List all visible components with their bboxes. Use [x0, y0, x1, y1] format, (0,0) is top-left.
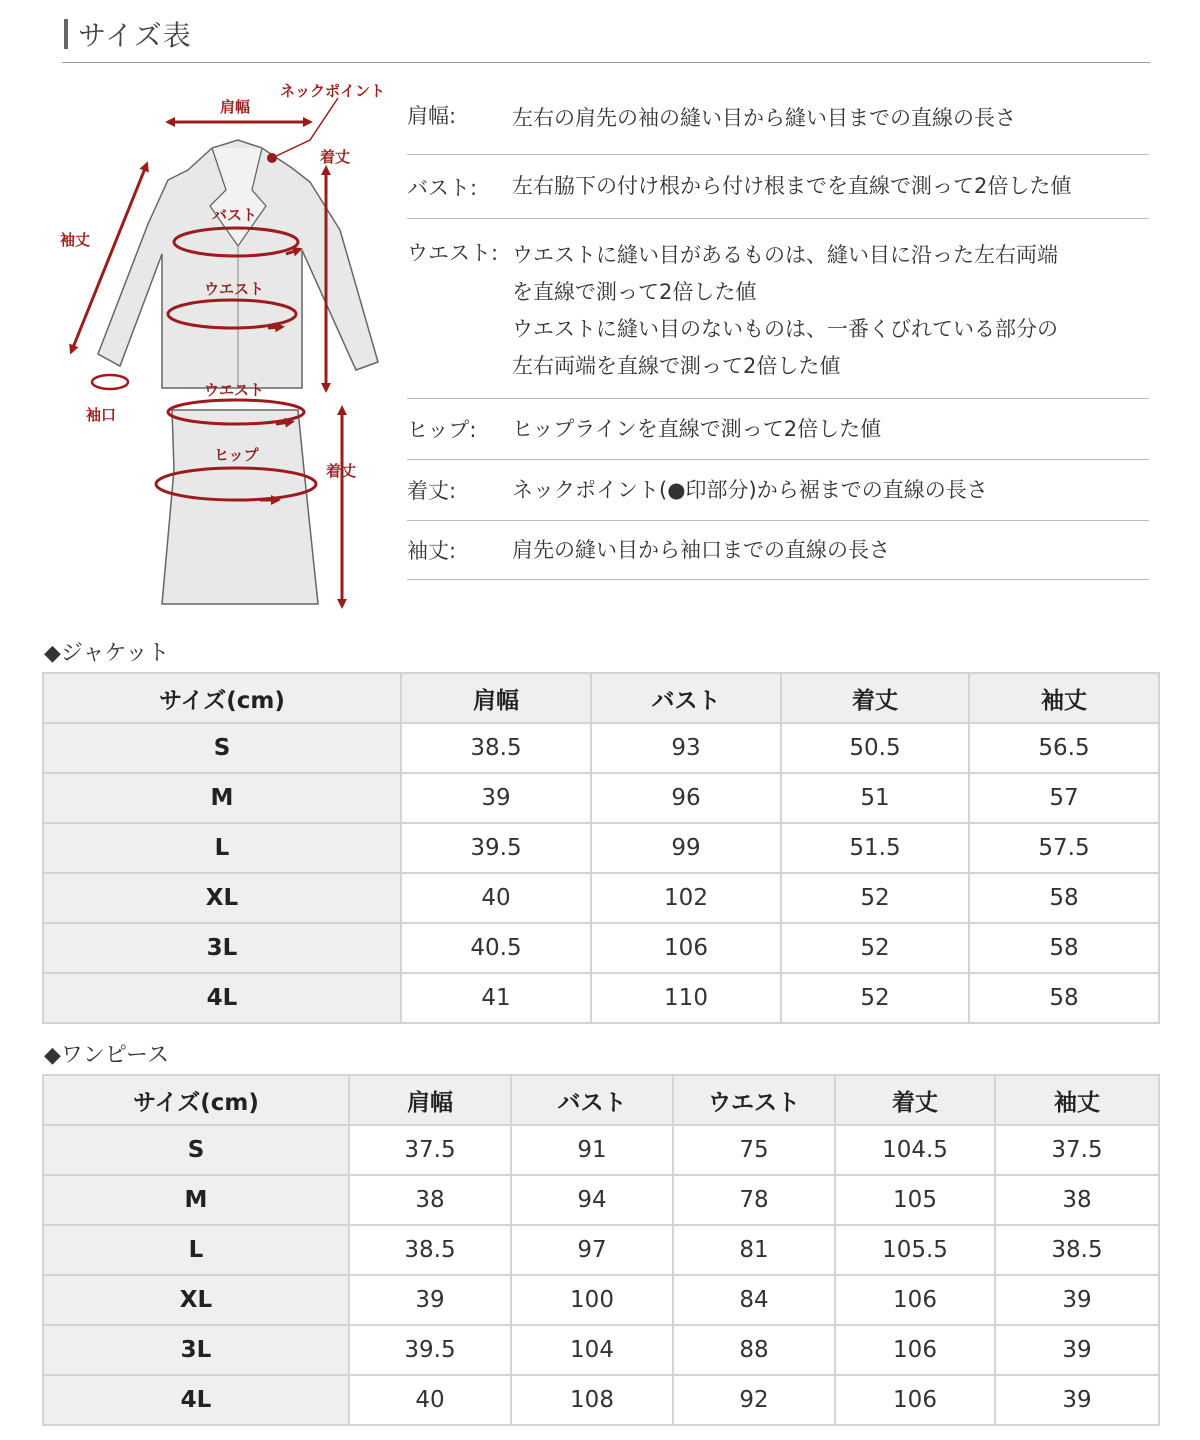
table-header-row	[43, 1075, 1159, 1125]
measurement-cell: 50.5	[781, 723, 969, 773]
skirt-outline	[162, 410, 318, 604]
measurement-cell: 84	[673, 1275, 835, 1325]
size-cell: L	[43, 1225, 349, 1275]
table-header-row	[43, 673, 1159, 723]
measurement-cell: 37.5	[349, 1125, 511, 1175]
label-bust: バスト	[212, 206, 258, 224]
measurement-cell: 39	[995, 1275, 1159, 1325]
table-row	[43, 923, 1159, 973]
measurement-cell: 75	[673, 1125, 835, 1175]
measurement-cell: 88	[673, 1325, 835, 1375]
measurement-cell: 102	[591, 873, 781, 923]
measurement-cell: 58	[969, 873, 1159, 923]
table-row	[43, 1125, 1159, 1175]
table-row	[43, 873, 1159, 923]
measurement-cell: 104.5	[835, 1125, 995, 1175]
label-sleeve: 袖丈	[60, 231, 91, 249]
definition-shoulder	[407, 100, 1149, 155]
measurement-cell: 51.5	[781, 823, 969, 873]
definition-text: ヒップラインを直線で測って2倍した値	[512, 416, 882, 441]
definition-term: 着丈:	[407, 479, 457, 503]
measurement-cell: 92	[673, 1375, 835, 1425]
measurement-cell: 106	[835, 1325, 995, 1375]
measurement-cell: 40	[401, 873, 591, 923]
definition-text: 左右の肩先の袖の縫い目から縫い目までの直線の長さ	[512, 106, 1016, 130]
column-header: 肩幅	[401, 673, 591, 723]
size-cell: 3L	[43, 1325, 349, 1375]
size-cell: S	[43, 1125, 349, 1175]
column-header: 袖丈	[969, 673, 1159, 723]
table-row	[43, 1325, 1159, 1375]
measurement-cell: 39	[401, 773, 591, 823]
size-cell: 4L	[43, 1375, 349, 1425]
measurement-cell: 52	[781, 973, 969, 1023]
size-cell: XL	[43, 1275, 349, 1325]
measurement-cell: 91	[511, 1125, 673, 1175]
table-row	[43, 1225, 1159, 1275]
column-header: 袖丈	[995, 1075, 1159, 1125]
label-shoulder: 肩幅	[220, 98, 251, 116]
definition-term: ヒップ:	[407, 418, 477, 442]
column-header: サイズ(cm)	[43, 673, 401, 723]
size-cell: M	[43, 1175, 349, 1225]
size-cell: M	[43, 773, 401, 823]
onepiece-section-title: ◆ワンピース	[44, 1043, 169, 1068]
measurement-cell: 37.5	[995, 1125, 1159, 1175]
measurement-cell: 38.5	[349, 1225, 511, 1275]
measurement-cell: 51	[781, 773, 969, 823]
column-header: バスト	[591, 673, 781, 723]
definition-term: ウエスト:	[407, 241, 499, 265]
measurement-cell: 39.5	[349, 1325, 511, 1375]
measurement-cell: 39	[995, 1375, 1159, 1425]
column-header: サイズ(cm)	[43, 1075, 349, 1125]
column-header: バスト	[511, 1075, 673, 1125]
label-cuff: 袖口	[86, 406, 117, 424]
measurement-cell: 105	[835, 1175, 995, 1225]
measurement-cell: 106	[835, 1275, 995, 1325]
measurement-cell: 106	[591, 923, 781, 973]
measurement-cell: 106	[835, 1375, 995, 1425]
label-length: 着丈	[320, 148, 351, 166]
measurement-diagram	[40, 70, 400, 615]
column-header: ウエスト	[673, 1075, 835, 1125]
measurement-cell: 39	[349, 1275, 511, 1325]
table-row	[43, 1375, 1159, 1425]
label-neck-point: ネックポイント	[280, 82, 386, 100]
definition-text: 左右両端を直線で測って2倍した値	[512, 354, 841, 378]
measurement-cell: 40.5	[401, 923, 591, 973]
measurement-cell: 104	[511, 1325, 673, 1375]
size-cell: S	[43, 723, 401, 773]
column-header: 着丈	[781, 673, 969, 723]
jacket-size-table	[42, 672, 1160, 1024]
measurement-cell: 105.5	[835, 1225, 995, 1275]
column-header: 着丈	[835, 1075, 995, 1125]
measurement-cell: 93	[591, 723, 781, 773]
definition-text: ウエストに縫い目のないものは、一番くびれている部分の	[512, 317, 1058, 341]
size-cell: L	[43, 823, 401, 873]
definition-term: 肩幅:	[407, 104, 457, 128]
measurement-cell: 97	[511, 1225, 673, 1275]
measurement-cell: 81	[673, 1225, 835, 1275]
table-row	[43, 1275, 1159, 1325]
size-cell: XL	[43, 873, 401, 923]
measurement-cell: 58	[969, 923, 1159, 973]
measurement-cell: 38.5	[995, 1225, 1159, 1275]
measurement-cell: 96	[591, 773, 781, 823]
definition-term: バスト:	[407, 175, 478, 200]
title-divider	[62, 62, 1150, 63]
table-row	[43, 723, 1159, 773]
measurement-cell: 38.5	[401, 723, 591, 773]
definition-term: 袖丈:	[407, 539, 457, 563]
measurement-cell: 94	[511, 1175, 673, 1225]
definition-bust	[407, 155, 1149, 219]
label-waist: ウエスト	[204, 280, 265, 298]
definition-text: ネックポイント(●印部分)から裾までの直線の長さ	[512, 477, 988, 502]
jacket-section-title: ◆ジャケット	[44, 641, 170, 666]
table-row	[43, 823, 1159, 873]
definition-text: 左右脇下の付け根から付け根までを直線で測って2倍した値	[512, 174, 1072, 198]
measurement-cell: 41	[401, 973, 591, 1023]
page-title: サイズ表	[78, 19, 192, 52]
size-cell: 4L	[43, 973, 401, 1023]
column-header: 肩幅	[349, 1075, 511, 1125]
definition-text: 肩先の縫い目から袖口までの直線の長さ	[512, 537, 890, 562]
measurement-cell: 38	[349, 1175, 511, 1225]
measurement-cell: 56.5	[969, 723, 1159, 773]
onepiece-size-table	[42, 1074, 1160, 1426]
measurement-cell: 39.5	[401, 823, 591, 873]
measurement-cell: 38	[995, 1175, 1159, 1225]
measurement-cell: 110	[591, 973, 781, 1023]
size-cell: 3L	[43, 923, 401, 973]
definition-hip	[407, 399, 1149, 460]
page-header	[64, 14, 192, 54]
measurement-cell: 99	[591, 823, 781, 873]
measurement-cell: 39	[995, 1325, 1159, 1375]
garment-illustration	[40, 70, 400, 615]
measurement-cell: 57.5	[969, 823, 1159, 873]
definition-waist	[407, 219, 1149, 399]
definition-sleeve	[407, 521, 1149, 580]
label-skirt-waist: ウエスト	[204, 381, 265, 399]
measurement-cell: 108	[511, 1375, 673, 1425]
definition-length	[407, 460, 1149, 521]
measurement-cell: 52	[781, 923, 969, 973]
measurement-cell: 78	[673, 1175, 835, 1225]
measurement-cell: 40	[349, 1375, 511, 1425]
measurement-cell: 100	[511, 1275, 673, 1325]
label-skirt-length: 着丈	[326, 462, 357, 480]
definition-text: ウエストに縫い目があるものは、縫い目に沿った左右両端	[512, 243, 1058, 267]
table-row	[43, 1175, 1159, 1225]
title-marker	[64, 19, 68, 49]
label-hip: ヒップ	[214, 446, 259, 464]
table-row	[43, 973, 1159, 1023]
table-row	[43, 773, 1159, 823]
measurement-cell: 58	[969, 973, 1159, 1023]
measurement-cell: 52	[781, 873, 969, 923]
definition-text: を直線で測って2倍した値	[512, 280, 757, 304]
definition-list	[407, 100, 1149, 580]
measurement-cell: 57	[969, 773, 1159, 823]
